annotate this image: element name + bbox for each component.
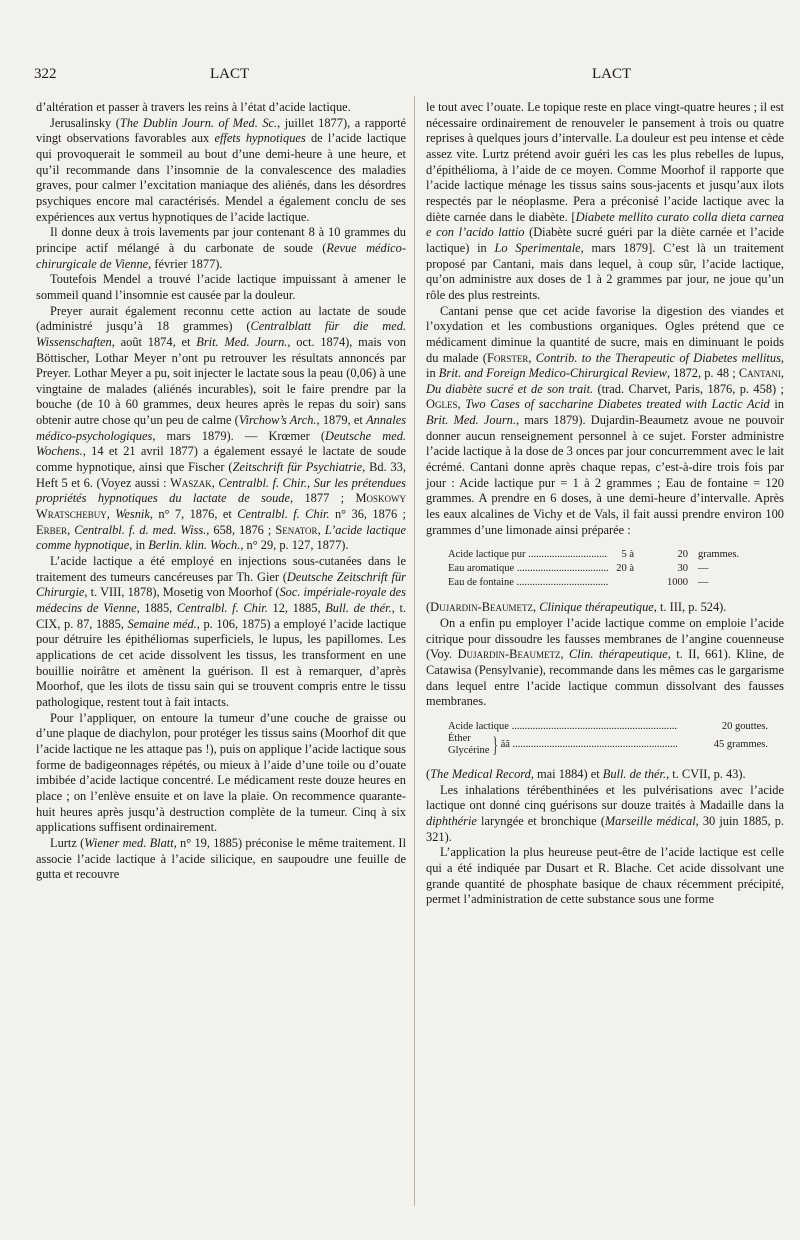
page-number: 322 [34, 66, 57, 82]
right-column [426, 100, 784, 908]
paragraph: On a enfin pu employer l’acide lactique comme on emploie l’acide citrique pour dissoudre les fausses membranes de l’angine couenneuse (Voy. Dujardin-Beaumetz, Clin. thérapeutique, t. II, 661). Kline, de Catawisa (Pensylvanie), recommande dans les mêmes cas le gargarisme dans lequel entre l’acide lactique commun dissolvant des fausses membranes. [426, 616, 784, 709]
paragraph: Les inhalations térébenthinées et les pulvérisations avec l’acide lactique ont donné cinq guérisons sur douze traités à Madaille dans la diphthérie laryngée et bronchique (Marseille médical, 30 juin 1885, p. 321). [426, 782, 785, 844]
paragraph: (Dujardin-Beaumetz, Clinique thérapeutique, t. III, p. 524). [426, 600, 727, 615]
left-column [36, 100, 406, 883]
lemonade-recipe [448, 548, 768, 590]
paragraph: d’altération et passer à travers les reins à l’état d’acide lactique. [36, 100, 351, 114]
paragraph: Il donne deux à trois lavements par jour contenant 8 à 10 grammes du principe actif mélangé à du carbonate de soude (Revue médico-chirurgicale de Vienne, février 1877). [36, 225, 406, 271]
paragraph: Cantani pense que cet acide favorise la digestion des viandes et l’oxydation et les combustions organiques. Ogles prétend que ce médicament diminue la quantité de sucre, mais en diminuant le poids du malade (Forster, Contrib. to the Therapeutic of Diabetes mellitus, in Brit. and Foreign Medico-Chirurgical Review, 1872, p. 48 ; Cantani, Du diabète sucré et de son trait. (trad. Charvet, Paris, 1876, p. 458) ; Ogles, Two Cases of saccharine Diabetes treated with Lactic Acid in Brit. Med. Journ., mars 1879). Dujardin-Beaumetz avoue ne pouvoir donner aucun renseignement personnel à ce sujet. Forster administre l’acide lactique à la dose de 3 onces par jour concurremment avec le lait écrémé. Cantani donne après chaque repas, c’est-à-dire trois fois par jour : Acide lactique pur = 1 à 2 grammes ; Eau de fontaine = 120 grammes. A prendre en 6 doses, à une demi-heure d’intervalle. Après les eaux alcalines de Vichy et de Vals, il fait aussi prendre environ 100 grammes d’une limonade ainsi préparée : [426, 303, 784, 537]
running-head-left: LACT [210, 66, 250, 82]
paragraph: Lurtz (Wiener med. Blatt, n° 19, 1885) préconise le même traitement. Il associe l’acide lactique à l’acide silicique, en saupoudre une feuille de gutta et recouvre [36, 835, 407, 882]
paragraph: Toutefois Mendel a trouvé l’acide lactique impuissant à amener le sommeil quand l’insomnie est causée par la douleur. [36, 272, 406, 302]
recipe-row: Acide lactique pur ..... 5 à 20 grammes. [448, 548, 768, 562]
brace-icon: } [492, 731, 498, 757]
running-head-right: LACT [592, 66, 632, 82]
right-paragraphs-3 [426, 767, 784, 908]
recipe-row-grouped: Éther Glycérine } ãã ..... 45 grammes. [448, 733, 768, 757]
recipe-row: Acide lactique ..... 20 gouttes. [448, 720, 768, 733]
recipe-row: Eau de fontaine ..... 1000 — [448, 576, 768, 590]
paragraph: le tout avec l’ouate. Le topique reste en place vingt-quatre heures ; il est nécessaire ordinairement de renouveler le pansement à trois ou quatre reprises à quelques jours d’intervalle. La douleur est peu intense et cède assez vite. Lurtz prétend avoir guéri les cas les plus rebelles de lupus, d’épithélioma, à l’aide de ce moyen. Comme Moorhof il rapporte que l’acide lactique ménage les tissus sains sous-jacents et jusqu’aux ilots respectés par le néoplasme. Pera a préconisé l’acide lactique avec la diète carnée dans le diabète. [Diabete mellito curato colla dieta carnea e con l’acido lattio (Diabète sucré guéri par la diète carnée et l’acide lactique) in Lo Sperimentale, mars 1879]. C’est là un traitement proposé par Cantani, mais dans lequel, à coup sûr, l’acide lactique, qu’on administre aux doses de 1 à 2 grammes par jour, ne joue qu’un rôle des plus restreints. [426, 100, 785, 302]
paragraph: L’application la plus heureuse peut-être de l’acide lactique est celle qui a été indiquée par Dusart et R. Blache. Cet acide dissolvant une grande quantité de phosphate basique de chaux récemment précipité, permet l’administration de cette substance sous une forme [426, 845, 784, 907]
paragraph: Jerusalinsky (The Dublin Journ. of Med. Sc., juillet 1877), a rapporté vingt observations favorables aux effets hypnotiques de l’acide lactique qui provoquerait le sommeil au bout d’une demi-heure à une heure, et qu’il recommande dans l’insomnie de la convalescence des maladies graves, pour calmer l’excitation maniaque des aliénés, dans les désordres psychiques encore mal caractérisés. Mendel a également conclu de ses expériences aux vertus hypnotiques de l’acide lactique. [36, 115, 407, 224]
paragraph: Pour l’appliquer, on entoure la tumeur d’une couche de graisse ou d’une plaque de diachylon, pour protéger les tissus sains (Moorhof dit que l’acide lactique ne les attaque pas !), puis on applique l’acide lactique sous forme de badigeonnages répétés, ou mieux à l’aide d’une toile ou d’ouate imbibée d’acide lactique concentré. Le médicament reste douze heures en place ; on l’enlève ensuite et on lave la plaie. On recommence quarante-huit heures après jusqu’à destruction complète de la tumeur. Cinq à six applications suffisent ordinairement. [36, 710, 406, 835]
right-paragraphs-1 [426, 100, 784, 538]
paragraph: Preyer aurait également reconnu cette action au lactate de soude (administré jusqu’à 18 grammes) (Centralblatt für die med. Wissenschaften, août 1874, et Brit. Med. Journ., oct. 1874), mais von Böttischer, Lothar Meyer n’ont pu retrouver les résultats annoncés par Preyer. Lothar Meyer a pu, soit injecter le lactate sous la peau (0,06) à une vingtaine de malades (aliénés incurables), soit le faire prendre par la bouche (de 10 à 60 grammes, deux heures après le repas du soir) sans obtenir autre chose qu’un peu de calme (Virchow’s Arch., 1879, et Annales médico-psychologiques, mars 1879). — Krœmer (Deutsche med. Wochens., 14 et 21 avril 1877) a également essayé le lactate de soude comme hypnotique, ainsi que Fischer (Zeitschrift für Psychiatrie, Bd. 33, Heft 5 et 6. (Voyez aussi : Waszak, Centralbl. f. Chir., Sur les prétendues propriétés hypnotiques du lactate de soude, 1877 ; Moskowy Wratschebuy, Wesnik, n° 7, 1876, et Centralbl. f. Chir. n° 36, 1876 ; Erber, Centralbl. f. d. med. Wiss., 658, 1876 ; Senator, L’acide lactique comme hypnotique, in Berlin. klin. Woch., n° 29, p. 127, 1877). [36, 303, 407, 553]
right-paragraphs-2 [426, 600, 784, 710]
recipe-row: Eau aromatique ..... 20 à 30 — [448, 562, 768, 576]
paragraph: (The Medical Record, mai 1884) et Bull. de thér., t. CVII, p. 43). [426, 766, 746, 781]
column-divider [414, 96, 415, 1206]
paragraph: L’acide lactique a été employé en injections sous-cutanées dans le traitement des tumeurs cancéreuses par Th. Gier (Deutsche Zeitschrift für Chirurgie, t. VIII, 1878), Mosetig von Moorhof (Soc. impériale-royale des médecins de Vienne, 1885, Centralbl. f. Chir. 12, 1885, Bull. de thér., t. CIX, p. 87, 1885, Semaine méd., p. 106, 1875) a employé l’acide lactique pour détruire les épithéliomas superficiels, le lupus, les papillomes. Les applications de cet acide dissolvent les tissus, les transforment en une bouillie noirâtre et amènent la guérison. Il est à remarquer, d’après Moorhof, que les ilots de tissu sain qui se trouvent compris entre le tissu pathologique, restent tout à fait intacts. [36, 554, 406, 709]
left-paragraphs [36, 100, 406, 883]
gargle-recipe [448, 720, 768, 757]
